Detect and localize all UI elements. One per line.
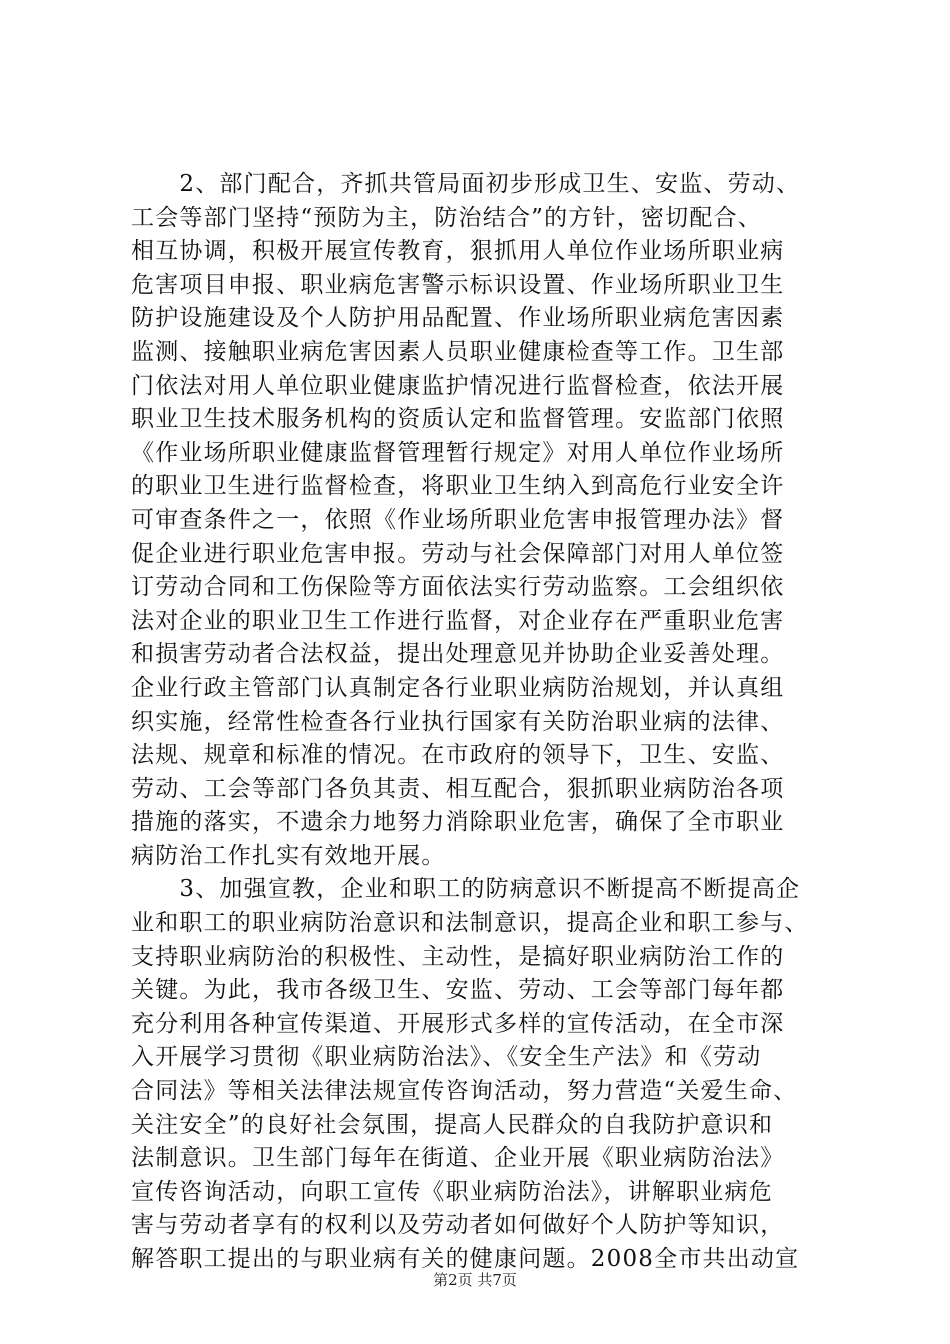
text-line: 关注安全”的良好社会氛围，提高人民群众的自我防护意识和 <box>131 1111 774 1138</box>
text-line: 《作业场所职业健康监督管理暂行规定》对用人单位作业场所 <box>131 439 785 466</box>
text-line: 入开展学习贯彻《职业病防治法》、《安全生产法》和《劳动 <box>131 1044 762 1071</box>
text-line: 和损害劳动者合法权益，提出处理意见并协助企业妥善处理。 <box>131 641 785 668</box>
text-line: 门依法对用人单位职业健康监护情况进行监督检查，依法开展 <box>131 372 785 399</box>
text-line: 支持职业病防治的积极性、主动性，是搞好职业病防治工作的 <box>131 943 785 970</box>
text-line: 企业行政主管部门认真制定各行业职业病防治规划，并认真组 <box>131 674 785 701</box>
text-line: 解答职工提出的与职业病有关的健康问题。2008全市共出动宣 <box>131 1246 800 1272</box>
body-text <box>131 168 827 1277</box>
text-line: 害与劳动者享有的权利以及劳动者如何做好个人防护等知识， <box>131 1212 785 1239</box>
text-line: 2、部门配合，齐抓共管局面初步形成卫生、安监、劳动、 <box>131 171 801 197</box>
text-line: 工会等部门坚持“预防为主，防治结合”的方针，密切配合、 <box>131 204 762 231</box>
text-line: 病防治工作扎实有效地开展。 <box>131 842 446 869</box>
text-line: 合同法》等相关法律法规宣传咨询活动，努力营造“关爱生命、 <box>131 1078 798 1105</box>
text-line: 充分利用各种宣传渠道、开展形式多样的宣传活动，在全市深 <box>131 1010 785 1037</box>
text-line: 3、加强宣教，企业和职工的防病意识不断提高不断提高企 <box>131 876 801 903</box>
text-line: 织实施，经常性检查各行业执行国家有关防治职业病的法律、 <box>131 708 785 735</box>
text-line: 业和职工的职业病防治意识和法制意识，提高企业和职工参与、 <box>131 910 809 937</box>
text-line: 危害项目申报、职业病危害警示标识设置、作业场所职业卫生 <box>131 271 785 298</box>
page-footer: 第2页 共7页 <box>433 1271 517 1289</box>
text-line: 措施的落实，不遗余力地努力消除职业危害，确保了全市职业 <box>131 809 785 836</box>
text-line: 防护设施建设及个人防护用品配置、作业场所职业病危害因素 <box>131 305 785 332</box>
text-line: 监测、接触职业病危害因素人员职业健康检查等工作。卫生部 <box>131 338 785 365</box>
text-line: 宣传咨询活动，向职工宣传《职业病防治法》，讲解职业病危 <box>131 1178 773 1205</box>
text-line: 订劳动合同和工伤保险等方面依法实行劳动监察。工会组织依 <box>131 574 785 601</box>
text-line: 法规、规章和标准的情况。在市政府的领导下，卫生、安监、 <box>131 742 785 769</box>
text-line: 法制意识。卫生部门每年在街道、企业开展《职业病防治法》 <box>131 1145 785 1172</box>
text-line: 劳动、工会等部门各负其责、相互配合，狠抓职业病防治各项 <box>131 775 785 802</box>
text-line: 相互协调，积极开展宣传教育，狠抓用人单位作业场所职业病 <box>131 238 785 265</box>
text-line: 促企业进行职业危害申报。劳动与社会保障部门对用人单位签 <box>131 540 785 567</box>
text-line: 可审查条件之一，依照《作业场所职业危害申报管理办法》督 <box>131 506 785 533</box>
text-line: 职业卫生技术服务机构的资质认定和监督管理。安监部门依照 <box>131 406 785 433</box>
text-line: 法对企业的职业卫生工作进行监督，对企业存在严重职业危害 <box>131 607 785 634</box>
text-line: 的职业卫生进行监督检查，将职业卫生纳入到高危行业安全许 <box>131 473 785 500</box>
text-line: 关键。为此，我市各级卫生、安监、劳动、工会等部门每年都 <box>131 977 785 1004</box>
